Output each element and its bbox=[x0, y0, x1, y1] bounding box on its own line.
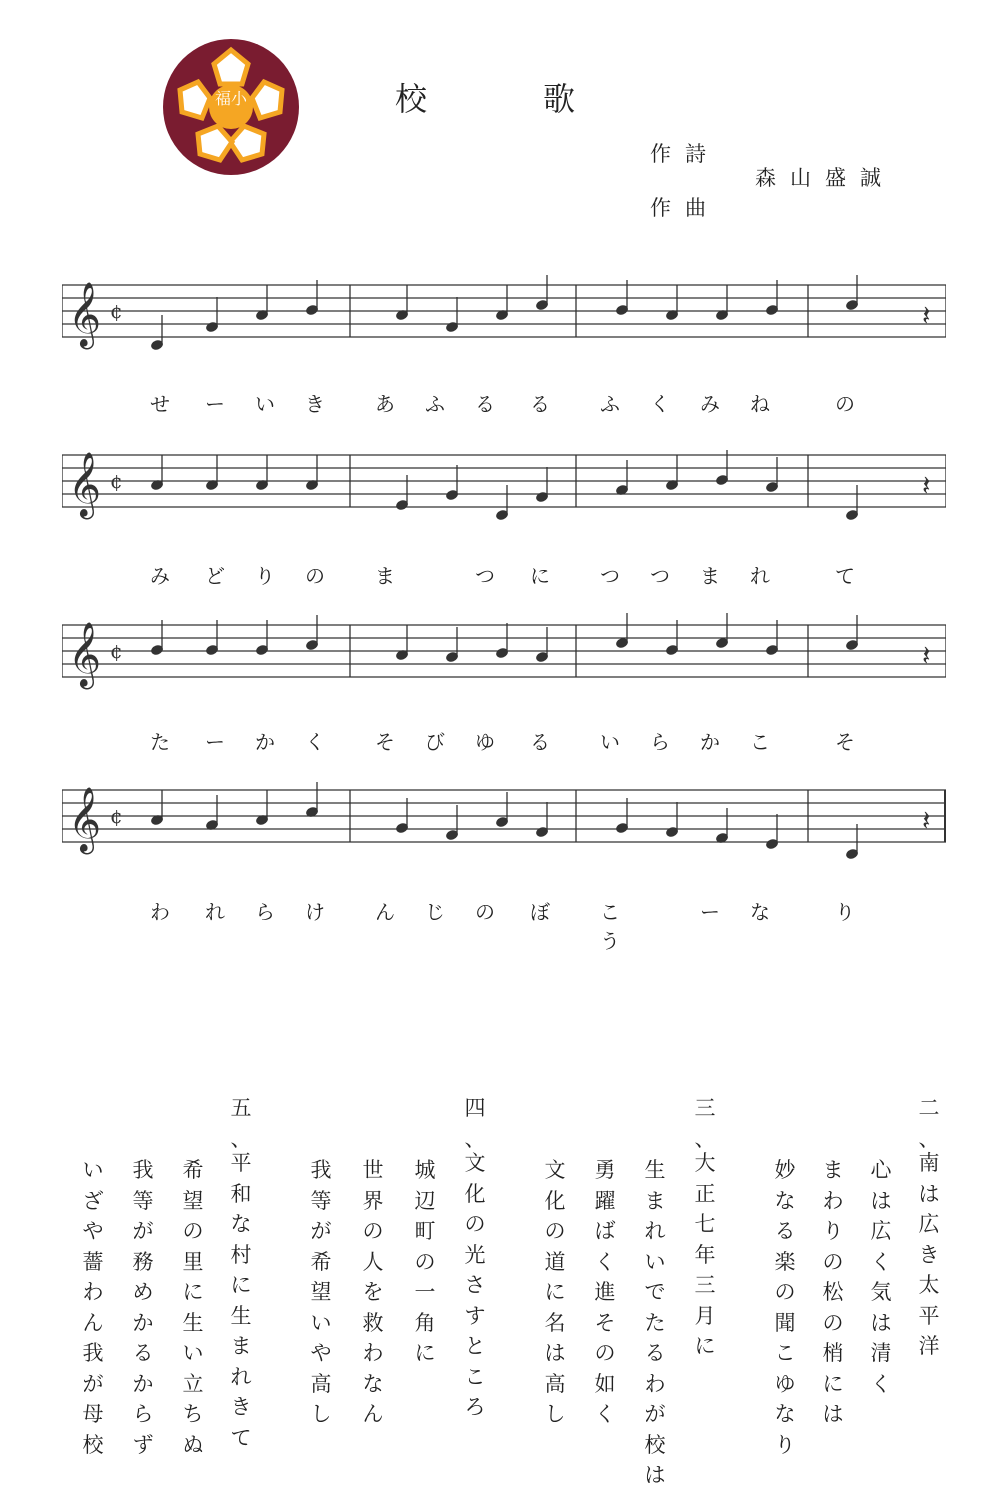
verse-line: 我 等 が 務 め か る か ら ず bbox=[132, 1158, 154, 1457]
lyric-syllable: れ bbox=[750, 564, 770, 588]
rest-icon: 𝄽 bbox=[922, 299, 931, 332]
lyric-syllable: こ bbox=[750, 730, 770, 754]
lyrics-credit-label: 作詩 bbox=[650, 142, 720, 166]
lyrics-line-4 bbox=[120, 896, 900, 953]
lyrics-line-1 bbox=[120, 388, 900, 418]
lyric-syllable: い bbox=[600, 730, 620, 754]
lyrics-line-3 bbox=[120, 726, 900, 756]
lyric-syllable: ら bbox=[650, 730, 670, 754]
lyric-syllable: こう bbox=[600, 900, 620, 953]
lyric-syllable: か bbox=[700, 730, 720, 754]
lyric-syllable: ふ bbox=[600, 392, 620, 416]
verse-line: い ざ や 薔 わ ん 我 が 母 校 bbox=[82, 1158, 104, 1457]
lyric-syllable: そ bbox=[375, 730, 395, 754]
lyric-syllable: る bbox=[530, 730, 550, 754]
lyric-syllable: の bbox=[835, 392, 855, 416]
verse-line: 世 界 の 人 を 救 わ な ん bbox=[362, 1158, 384, 1426]
school-emblem bbox=[162, 38, 300, 176]
lyric-syllable: ー bbox=[700, 900, 720, 924]
lyric-syllable: ま bbox=[700, 564, 720, 588]
lyric-syllable: り bbox=[255, 564, 275, 588]
title-char-1: 校 bbox=[395, 80, 428, 118]
verse-line: 城 辺 町 の 一 角 に bbox=[414, 1158, 436, 1365]
verse-line: 生 ま れ い で た る わ が 校 は bbox=[644, 1158, 666, 1487]
verse-line: 我 等 が 希 望 い や 高 し bbox=[310, 1158, 332, 1426]
verse-line: 平 和 な 村 に 生 ま れ き て bbox=[230, 1151, 252, 1450]
lyric-syllable: く bbox=[650, 392, 670, 416]
verse-number: 五 、 bbox=[230, 1096, 252, 1151]
lyric-syllable: り bbox=[835, 900, 855, 924]
staff-line-2 bbox=[62, 435, 946, 525]
lyric-syllable: て bbox=[835, 564, 855, 588]
staff-line-4 bbox=[62, 770, 946, 860]
verse-line: 妙 な る 楽 の 聞 こ ゆ な り bbox=[774, 1158, 796, 1457]
author-name: 森山盛誠 bbox=[755, 166, 895, 190]
lyric-syllable: つ bbox=[650, 564, 670, 588]
lyric-syllable: ー bbox=[205, 392, 225, 416]
verse-line: 南 は 広 き 太 平 洋 bbox=[918, 1151, 940, 1358]
lyric-syllable: そ bbox=[835, 730, 855, 754]
cut-time-icon: ¢ bbox=[110, 804, 123, 828]
treble-clef-icon: 𝄞 bbox=[68, 282, 102, 347]
lyric-syllable: の bbox=[305, 564, 325, 588]
staff-line-3 bbox=[62, 605, 946, 695]
lyric-syllable: け bbox=[305, 900, 325, 924]
rest-icon: 𝄽 bbox=[922, 639, 931, 672]
verse-line: 希 望 の 里 に 生 い 立 ち ぬ bbox=[182, 1158, 204, 1457]
lyric-syllable: あ bbox=[375, 392, 395, 416]
emblem-char-1: 福小 bbox=[214, 89, 248, 108]
lyric-syllable: き bbox=[305, 392, 325, 416]
lyric-syllable: ら bbox=[255, 900, 275, 924]
lyric-syllable: じ bbox=[425, 900, 445, 924]
verse-line: 大 正 七 年 三 月 に bbox=[694, 1151, 716, 1358]
verse-line: 心 は 広 く 気 は 清 く bbox=[870, 1158, 892, 1396]
verse-line: ま わ り の 松 の 梢 に は bbox=[822, 1158, 844, 1426]
lyric-syllable: の bbox=[475, 900, 495, 924]
lyric-syllable: ふ bbox=[425, 392, 445, 416]
title-char-2: 歌 bbox=[542, 80, 575, 118]
lyrics-line-2 bbox=[120, 560, 900, 590]
lyric-syllable: び bbox=[425, 730, 445, 754]
lyric-syllable: つ bbox=[475, 564, 495, 588]
lyric-syllable: か bbox=[255, 730, 275, 754]
lyric-syllable: る bbox=[530, 392, 550, 416]
cut-time-icon: ¢ bbox=[110, 469, 123, 493]
lyric-syllable: ね bbox=[750, 392, 770, 416]
lyric-syllable: つ bbox=[600, 564, 620, 588]
lyric-syllable: ど bbox=[205, 564, 225, 588]
treble-clef-icon: 𝄞 bbox=[68, 452, 102, 517]
verse-line: 勇 躍 ば く 進 そ の 如 く bbox=[594, 1158, 616, 1426]
verse-line: 文 化 の 光 さ す と こ ろ bbox=[464, 1151, 486, 1419]
lyric-syllable: せ bbox=[150, 392, 170, 416]
lyric-syllable: く bbox=[305, 730, 325, 754]
lyric-syllable: た bbox=[150, 730, 170, 754]
treble-clef-icon: 𝄞 bbox=[68, 622, 102, 687]
rest-icon: 𝄽 bbox=[922, 804, 931, 837]
staff-line-1 bbox=[62, 265, 946, 355]
cut-time-icon: ¢ bbox=[110, 299, 123, 323]
lyric-syllable: る bbox=[475, 392, 495, 416]
lyric-syllable: み bbox=[150, 564, 170, 588]
lyric-syllable: れ bbox=[205, 900, 225, 924]
lyric-syllable: な bbox=[750, 900, 770, 924]
page-title bbox=[395, 74, 575, 118]
verse-number: 三 、 bbox=[694, 1096, 716, 1151]
treble-clef-icon: 𝄞 bbox=[68, 787, 102, 852]
music-credit-label: 作曲 bbox=[650, 196, 720, 220]
lyric-syllable: い bbox=[255, 392, 275, 416]
rest-icon: 𝄽 bbox=[922, 469, 931, 502]
cut-time-icon: ¢ bbox=[110, 639, 123, 663]
lyric-syllable: わ bbox=[150, 900, 170, 924]
verse-number: 二 、 bbox=[918, 1096, 940, 1151]
verse-line: 文 化 の 道 に 名 は 高 し bbox=[544, 1158, 566, 1426]
lyric-syllable: ま bbox=[375, 564, 395, 588]
lyric-syllable: ぼ bbox=[530, 900, 550, 924]
lyric-syllable: ー bbox=[205, 730, 225, 754]
lyric-syllable: ゆ bbox=[475, 730, 495, 754]
lyric-syllable: に bbox=[530, 564, 550, 588]
lyric-syllable: み bbox=[700, 392, 720, 416]
verse-number: 四 、 bbox=[464, 1096, 486, 1151]
lyric-syllable: ん bbox=[375, 900, 395, 924]
